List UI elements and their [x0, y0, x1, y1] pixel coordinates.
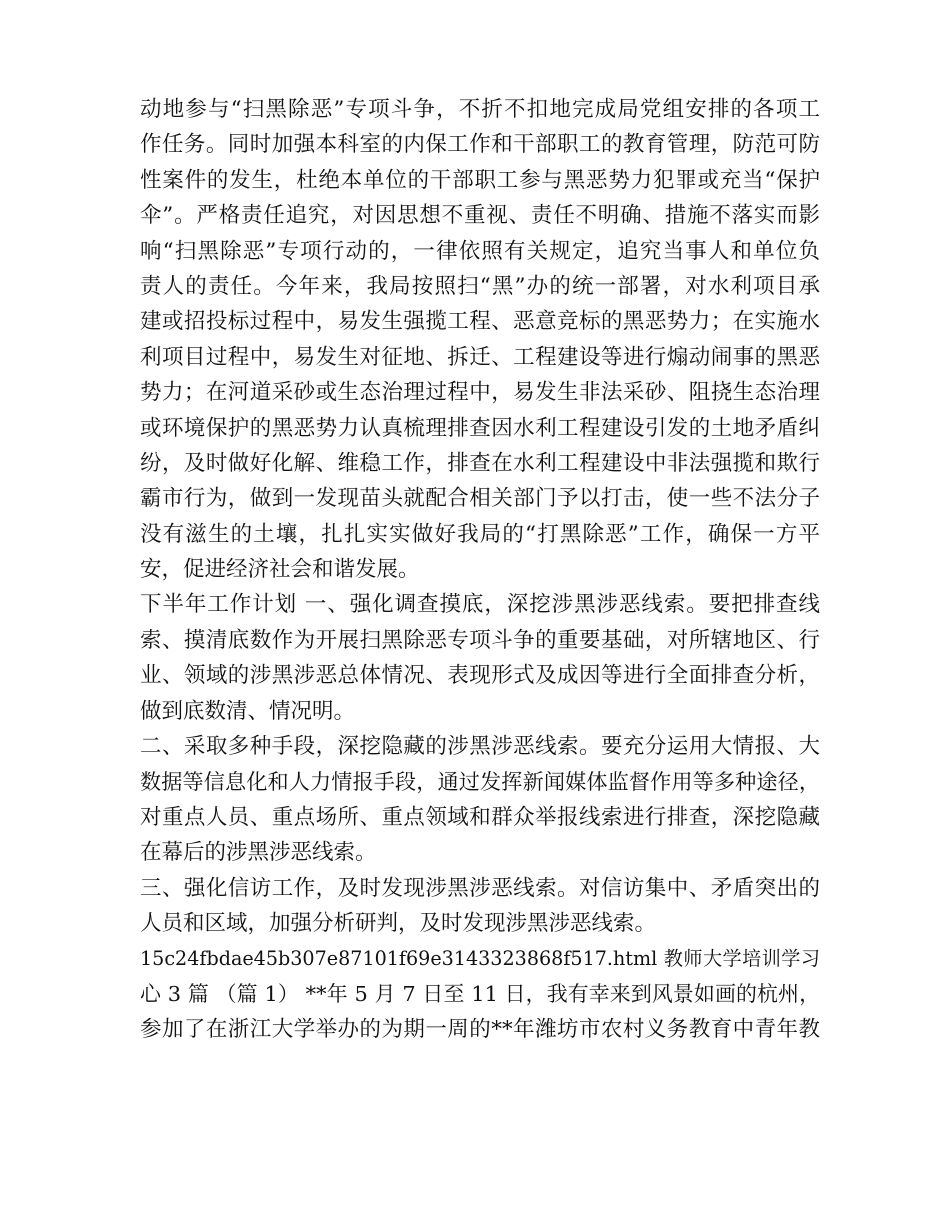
text-line: 性案件的发生，杜绝本单位的干部职工参与黑恶势力犯罪或充当“保护 — [140, 167, 820, 193]
text-line: 作任务。同时加强本科室的内保工作和干部职工的教育管理，防范可防 — [140, 132, 820, 158]
text-line: 或环境保护的黑恶势力认真梳理排查因水利工程建设引发的土地矛盾纠 — [140, 415, 820, 441]
text-line: 对重点人员、重点场所、重点领域和群众举报线索进行排查，深挖隐藏 — [140, 804, 820, 830]
section-heading-line: 下半年工作计划 一、强化调查摸底，深挖涉黑涉恶线索。要把排查线 — [140, 592, 820, 618]
text-line: 势力；在河道采砂或生态治理过程中，易发生非法采砂、阻挠生态治理 — [140, 380, 820, 406]
text-line: 15c24fbdae45b307e87101f69e3143323868f517.html 教师大学培训学习 — [140, 947, 820, 971]
document-body — [140, 92, 820, 1048]
text-line: 人员和区域，加强分析研判，及时发现涉黑涉恶线索。 — [140, 910, 657, 936]
text-line: 响“扫黑除恶”专项行动的，一律依照有关规定，追究当事人和单位负 — [140, 238, 820, 264]
text-line: 三、强化信访工作，及时发现涉黑涉恶线索。对信访集中、矛盾突出的 — [140, 875, 820, 901]
text-line: 业、领域的涉黑涉恶总体情况、表现形式及成因等进行全面排查分析， — [140, 663, 820, 689]
text-line: 索、摸清底数作为开展扫黑除恶专项斗争的重要基础，对所辖地区、行 — [140, 627, 820, 653]
text-line: 安，促进经济社会和谐发展。 — [140, 557, 420, 583]
text-line: 纷，及时做好化解、维稳工作，排查在水利工程建设中非法强揽和欺行 — [140, 450, 820, 476]
text-line: 在幕后的涉黑涉恶线索。 — [140, 840, 377, 866]
text-line: 数据等信息化和人力情报手段，通过发挥新闻媒体监督作用等多种途径， — [140, 769, 820, 795]
text-line: 霸市行为，做到一发现苗头就配合相关部门予以打击，使一些不法分子 — [140, 486, 820, 512]
text-line: 二、采取多种手段，深挖隐藏的涉黑涉恶线索。要充分运用大情报、大 — [140, 734, 820, 760]
text-line: 建或招投标过程中，易发生强揽工程、恶意竞标的黑恶势力；在实施水 — [140, 309, 820, 335]
text-line: 责人的责任。今年来，我局按照扫“黑”办的统一部署，对水利项目承 — [140, 273, 820, 299]
text-line: 参加了在浙江大学举办的为期一周的**年潍坊市农村义务教育中青年教 — [140, 1017, 820, 1043]
text-line: 做到底数清、情况明。 — [140, 698, 356, 724]
text-line: 心 3 篇 （篇 1） **年 5 月 7 日至 11 日，我有幸来到风景如画的杭州， — [140, 981, 820, 1006]
text-line: 伞”。严格责任追究，对因思想不重视、责任不明确、措施不落实而影 — [140, 203, 820, 229]
text-line: 没有滋生的土壤，扎扎实实做好我局的“打黑除恶”工作，确保一方平 — [140, 521, 820, 547]
text-line: 利项目过程中，易发生对征地、拆迁、工程建设等进行煽动闹事的黑恶 — [140, 344, 820, 370]
text-line: 动地参与“扫黑除恶”专项斗争，不折不扣地完成局党组安排的各项工 — [140, 97, 820, 122]
